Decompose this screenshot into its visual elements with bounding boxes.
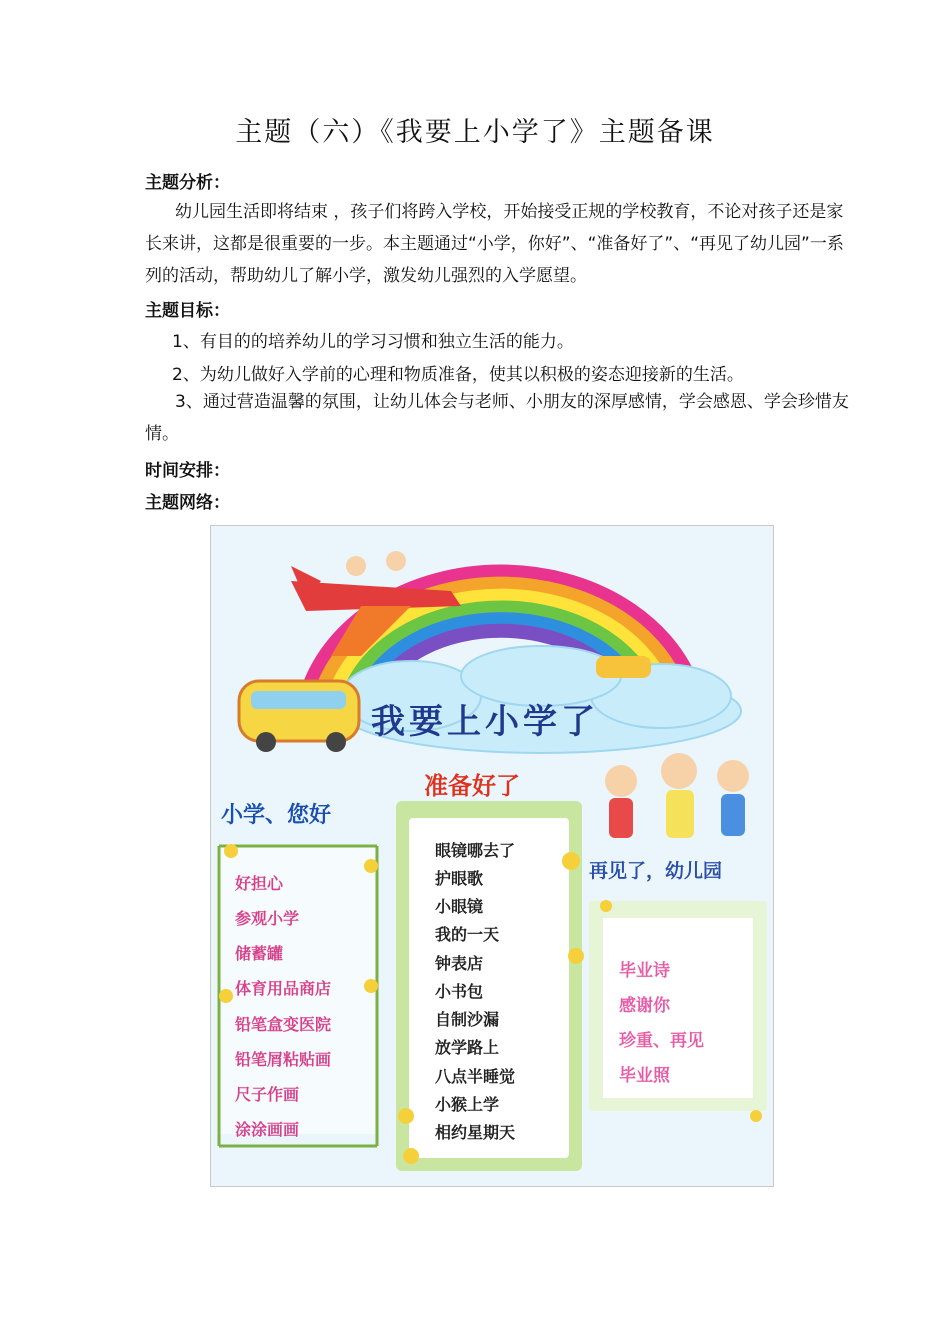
- goal-item: 1、有目的的培养幼儿的学习习惯和独立生活的能力。: [172, 332, 574, 352]
- children-icon: [605, 753, 749, 838]
- list-item: 放学路上: [435, 1038, 500, 1057]
- theme-network-poster: [210, 525, 774, 1187]
- list-item: 小猴上学: [435, 1095, 500, 1114]
- list-item: 涂涂画画: [235, 1120, 300, 1139]
- document-title: 主题（六）《我要上小学了》主题备课: [235, 117, 715, 148]
- analysis-text: 幼儿园生活即将结束 ，孩子们将跨入学校，开始接受正规的学校教育，不论对孩子还是家长来讲，这都是很重要的一步。本主题通过“小学，你好”、“准备好了”、“再见了幼儿园”一系列的活动，帮助幼儿了解小学，激发幼儿强烈的入学愿望。: [145, 202, 844, 286]
- goals-heading: 主题目标：: [145, 301, 230, 321]
- list-item: 铅笔盒变医院: [235, 1015, 332, 1034]
- analysis-heading: 主题分析：: [145, 173, 230, 193]
- goal-item: 3、通过营造温馨的氛围，让幼儿体会与老师、小朋友的深厚感情，学会感恩、学会珍惜友情。: [145, 392, 849, 444]
- list-item: 铅笔屑粘贴画: [235, 1050, 332, 1069]
- list-item: 小眼镜: [435, 897, 484, 916]
- list-item: 珍重、再见: [619, 1031, 704, 1051]
- left-section-heading: 小学、您好: [221, 803, 332, 828]
- goal-item: 2、为幼儿做好入学前的心理和物质准备，使其以积极的姿态迎接新的生活。: [172, 365, 744, 385]
- list-item: 毕业诗: [619, 961, 670, 981]
- list-item: 相约星期天: [435, 1123, 516, 1142]
- list-item: 参观小学: [235, 909, 300, 928]
- list-item: 眼镜哪去了: [435, 841, 516, 860]
- list-item: 感谢你: [619, 996, 670, 1016]
- list-item: 护眼歌: [435, 869, 484, 888]
- list-item: 毕业照: [619, 1066, 670, 1086]
- list-item: 自制沙漏: [435, 1010, 500, 1029]
- right-section-heading: 再见了，幼儿园: [589, 860, 723, 882]
- schedule-heading: 时间安排：: [145, 461, 230, 481]
- car-icon: [596, 656, 651, 678]
- middle-section-heading: 准备好了: [424, 772, 520, 800]
- list-item: 储蓄罐: [235, 944, 284, 963]
- list-item: 好担心: [235, 874, 284, 893]
- list-item: 体育用品商店: [235, 979, 332, 998]
- list-item: 我的一天: [435, 925, 500, 944]
- list-item: 八点半睡觉: [435, 1067, 516, 1086]
- bus-icon: [239, 681, 359, 752]
- list-item: 小书包: [435, 982, 484, 1001]
- list-item: 钟表店: [435, 954, 484, 973]
- list-item: 尺子作画: [235, 1085, 300, 1104]
- poster-title: 我要上小学了: [371, 702, 599, 742]
- network-heading: 主题网络：: [145, 493, 230, 513]
